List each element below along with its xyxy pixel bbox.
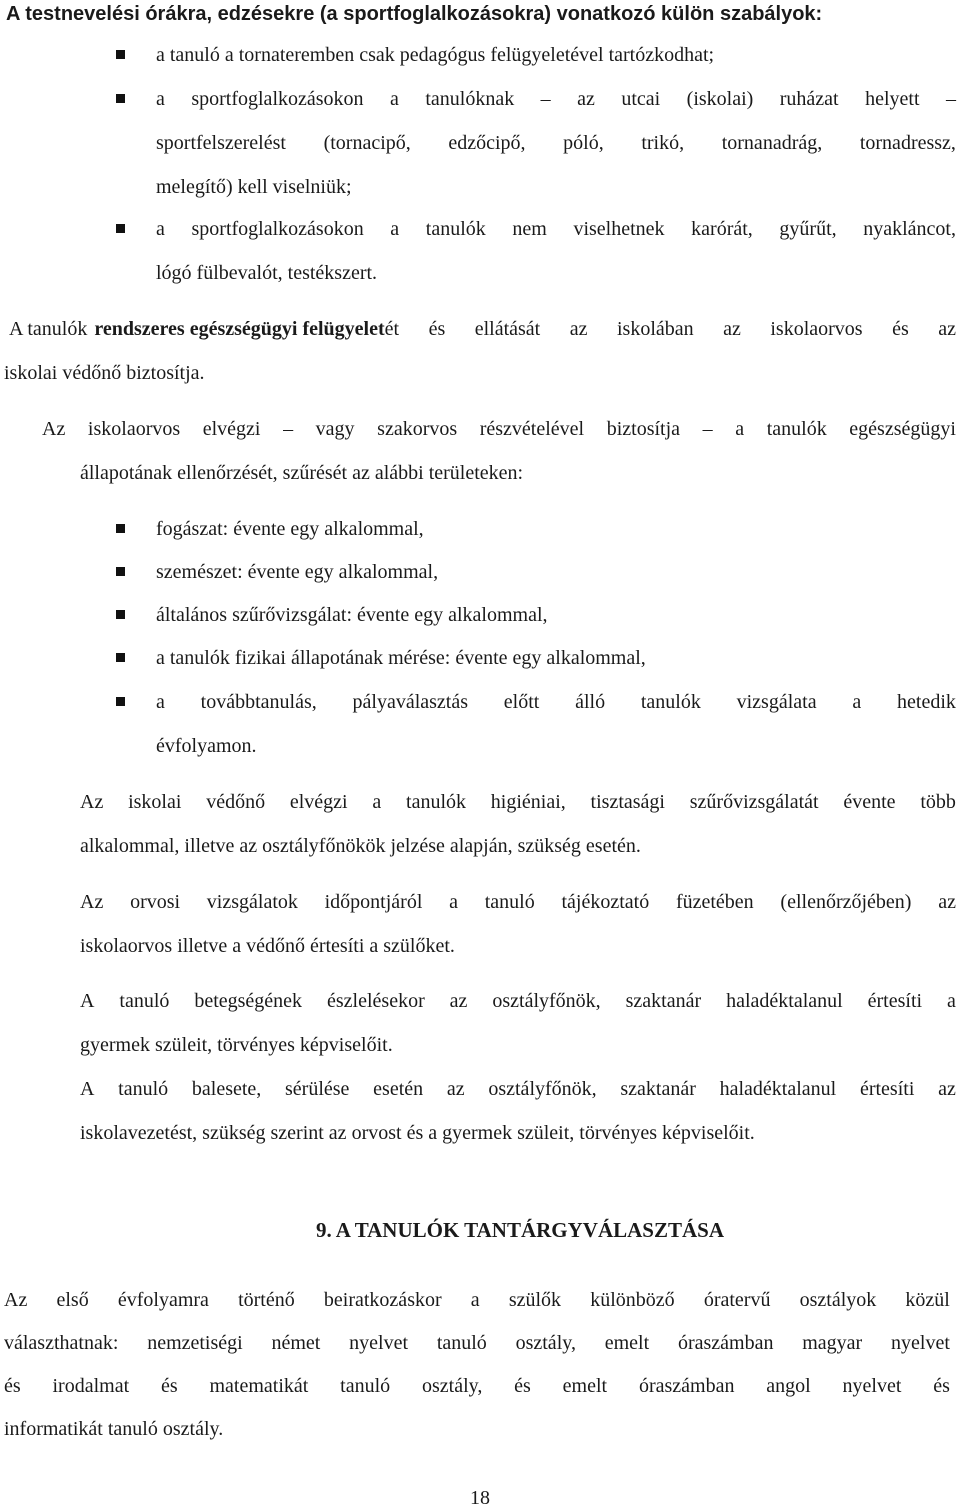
word: nemzetiségi xyxy=(147,1332,243,1354)
paragraph-line: gyermek szüleit, törvényes képviselőit. xyxy=(80,1034,393,1056)
word: és xyxy=(160,1375,178,1397)
word: az xyxy=(446,1078,465,1100)
page-number: 18 xyxy=(470,1487,490,1509)
word: utcai xyxy=(621,88,661,110)
word: elvégzi xyxy=(202,418,261,440)
word: tanuló xyxy=(118,1078,169,1100)
word: orvosi xyxy=(130,891,181,913)
word: tanuló xyxy=(484,891,535,913)
word: védőnő xyxy=(206,791,266,813)
word: szaktanár xyxy=(625,990,702,1012)
paragraph-line: alkalommal, illetve az osztályfőnökök jelzése alapján, szükség esetén. xyxy=(80,835,641,857)
word: időpontjáról xyxy=(324,891,423,913)
word: osztályok xyxy=(799,1289,877,1311)
word: magyar xyxy=(802,1332,863,1354)
word: (iskolai) xyxy=(686,88,754,110)
word: nyelvet xyxy=(891,1332,950,1354)
word: az xyxy=(577,88,595,110)
word: első xyxy=(56,1289,89,1311)
word: sérülése xyxy=(285,1078,350,1100)
word: a xyxy=(852,691,862,713)
word: óraszámban xyxy=(638,1375,735,1397)
word: iskolai xyxy=(128,791,182,813)
rule-text xyxy=(156,217,956,241)
rules-heading: A testnevelési órákra, edzésekre (a sportfoglalkozásokra) vonatkozó külön szabályok: xyxy=(6,3,823,25)
word: sportfoglalkozásokon xyxy=(191,218,364,240)
word: osztályfőnök, xyxy=(492,990,601,1012)
word: a xyxy=(389,88,399,110)
word: póló, xyxy=(563,132,604,154)
exam-item: évfolyamon. xyxy=(156,735,257,757)
word: értesíti xyxy=(867,990,923,1012)
word: higiéniai, xyxy=(490,791,566,813)
bullet-icon xyxy=(116,610,125,619)
word: a xyxy=(372,791,382,813)
word: biztosítja xyxy=(606,418,681,440)
paragraph-line xyxy=(9,317,956,341)
word: a xyxy=(156,88,165,110)
word: (ellenőrzőjében) xyxy=(780,891,912,913)
word: tájékoztató xyxy=(561,891,650,913)
word: viselhetnek xyxy=(573,218,665,240)
section-title: 9. A TANULÓK TANTÁRGYVÁLASZTÁSA xyxy=(315,1218,725,1242)
word: nyelvet xyxy=(842,1375,902,1397)
word: választhatnak: xyxy=(4,1332,119,1354)
word: évente xyxy=(843,791,896,813)
word: beiratkozáskor xyxy=(323,1289,442,1311)
word: sportfelszerelést xyxy=(156,132,286,154)
paragraph-line xyxy=(4,1288,950,1312)
word: tanulók xyxy=(640,691,701,713)
word: történő xyxy=(238,1289,295,1311)
word: A xyxy=(80,990,95,1012)
rule-text: melegítő) kell viselniük; xyxy=(156,176,352,198)
paragraph-line xyxy=(80,890,956,914)
word: különböző xyxy=(590,1289,675,1311)
word: haladéktalanul xyxy=(726,990,843,1012)
bullet-icon xyxy=(116,224,125,233)
word: és xyxy=(514,1375,531,1397)
word: tanulók xyxy=(406,791,467,813)
word: tanuló xyxy=(340,1375,391,1397)
word: szülők xyxy=(508,1289,562,1311)
word: – xyxy=(283,418,294,440)
word: balesete, xyxy=(191,1078,262,1100)
p1-rest: ét és ellátását az iskolában az iskolaorvos és az xyxy=(384,318,956,340)
word: emelt xyxy=(604,1332,650,1354)
exam-item: a tanulók fizikai állapotának mérése: évente egy alkalommal, xyxy=(156,647,646,669)
paragraph-line: állapotának ellenőrzését, szűrését az alábbi területeken: xyxy=(80,462,524,484)
word: a xyxy=(156,218,165,240)
word: osztály, xyxy=(421,1375,483,1397)
paragraph-line: informatikát tanuló osztály. xyxy=(4,1418,224,1440)
word: továbbtanulás, xyxy=(200,691,317,713)
word: osztályfőnök, xyxy=(488,1078,597,1100)
word: angol xyxy=(766,1375,811,1397)
word: vizsgálatok xyxy=(206,891,298,913)
word: Az xyxy=(4,1289,28,1311)
word: tornanadrág, xyxy=(721,132,823,154)
exam-item: fogászat: évente egy alkalommal, xyxy=(156,518,424,540)
word: füzetében xyxy=(675,891,754,913)
word: – xyxy=(945,88,956,110)
word: szakorvos xyxy=(377,418,458,440)
p1-middle xyxy=(94,317,956,341)
word: osztály, xyxy=(515,1332,576,1354)
word: vizsgálata xyxy=(736,691,817,713)
word: az xyxy=(449,990,468,1012)
word: óraszámban xyxy=(677,1332,774,1354)
word: nem xyxy=(512,218,547,240)
word: tornadressz, xyxy=(859,132,956,154)
word: sportfoglalkozásokon xyxy=(191,88,364,110)
word: helyett xyxy=(865,88,920,110)
word: az xyxy=(938,891,956,913)
word: tanuló xyxy=(119,990,170,1012)
word: egészségügyi xyxy=(849,418,956,440)
word: a xyxy=(449,891,459,913)
word: haladéktalanul xyxy=(719,1078,837,1100)
word: előtt xyxy=(503,691,540,713)
word: több xyxy=(920,791,956,813)
word: elvégzi xyxy=(289,791,348,813)
word: iskolaorvos xyxy=(87,418,181,440)
paragraph-line: iskolavezetést, szükség szerint az orvost és a gyermek szüleit, törvényes képviselőit. xyxy=(80,1122,755,1144)
word: az xyxy=(938,1078,956,1100)
word: a xyxy=(390,218,400,240)
word: ruházat xyxy=(779,88,839,110)
rule-text xyxy=(156,87,956,111)
word: tanulók xyxy=(425,218,486,240)
paragraph-line xyxy=(4,1331,950,1355)
word: edzőcipő, xyxy=(448,132,526,154)
word: értesíti xyxy=(859,1078,915,1100)
word: német xyxy=(271,1332,321,1354)
paragraph-line xyxy=(80,790,956,814)
p1-bold-text: rendszeres egészségügyi felügyelet xyxy=(94,318,385,340)
p1-start: A tanulók xyxy=(9,318,88,340)
word: évfolyamra xyxy=(117,1289,209,1311)
word: és xyxy=(4,1375,21,1397)
word: hetedik xyxy=(897,691,956,713)
bullet-icon xyxy=(116,697,125,706)
bullet-icon xyxy=(116,524,125,533)
word: tanulók xyxy=(766,418,827,440)
word: tanuló xyxy=(436,1332,487,1354)
word: vagy xyxy=(315,418,355,440)
word: betegségének xyxy=(194,990,303,1012)
word: irodalmat xyxy=(52,1375,130,1397)
bullet-icon xyxy=(116,567,125,576)
paragraph-line: iskolaorvos illetve a védőnő értesíti a szülőket. xyxy=(80,935,455,957)
word: szaktanár xyxy=(620,1078,696,1100)
exam-item: általános szűrővizsgálat: évente egy alkalommal, xyxy=(156,604,548,626)
word: trikó, xyxy=(641,132,685,154)
word: gyűrűt, xyxy=(779,218,837,240)
word: pályaválasztás xyxy=(352,691,469,713)
word: – xyxy=(702,418,713,440)
word: tanulóknak xyxy=(425,88,515,110)
rule-text: a tanuló a tornateremben csak pedagógus felügyeletével tartózkodhat; xyxy=(156,44,715,66)
word: nyelvet xyxy=(349,1332,409,1354)
word: álló xyxy=(575,691,606,713)
paragraph-line xyxy=(4,1374,950,1398)
rule-text xyxy=(156,131,956,155)
exam-item xyxy=(156,690,956,714)
word: Az xyxy=(42,418,66,440)
word: karórát, xyxy=(691,218,753,240)
word: a xyxy=(947,990,956,1012)
paragraph-line: iskolai védőnő biztosítja. xyxy=(4,362,205,384)
word: és xyxy=(933,1375,950,1397)
word: esetén xyxy=(373,1078,424,1100)
word: matematikát xyxy=(209,1375,309,1397)
word: óratervű xyxy=(703,1289,771,1311)
word: emelt xyxy=(562,1375,608,1397)
word: – xyxy=(540,88,551,110)
exam-item: szemészet: évente egy alkalommal, xyxy=(156,561,439,583)
paragraph-line xyxy=(80,1077,956,1101)
word: a xyxy=(470,1289,480,1311)
word: Az xyxy=(80,891,104,913)
word: észlelésekor xyxy=(327,990,425,1012)
bullet-icon xyxy=(116,94,125,103)
word: szűrővizsgálatát xyxy=(689,791,819,813)
word: közül xyxy=(905,1289,950,1311)
paragraph-line xyxy=(42,417,956,441)
word: részvételével xyxy=(479,418,585,440)
word: a xyxy=(735,418,745,440)
paragraph-line xyxy=(80,989,956,1013)
word: (tornacipő, xyxy=(323,132,411,154)
word: Az xyxy=(80,791,104,813)
word: A xyxy=(80,1078,95,1100)
word: tisztasági xyxy=(590,791,665,813)
rule-text: lógó fülbevalót, testékszert. xyxy=(156,262,378,284)
bullet-icon xyxy=(116,50,125,59)
bullet-icon xyxy=(116,653,125,662)
word: a xyxy=(156,691,165,713)
word: nyakláncot, xyxy=(863,218,956,240)
